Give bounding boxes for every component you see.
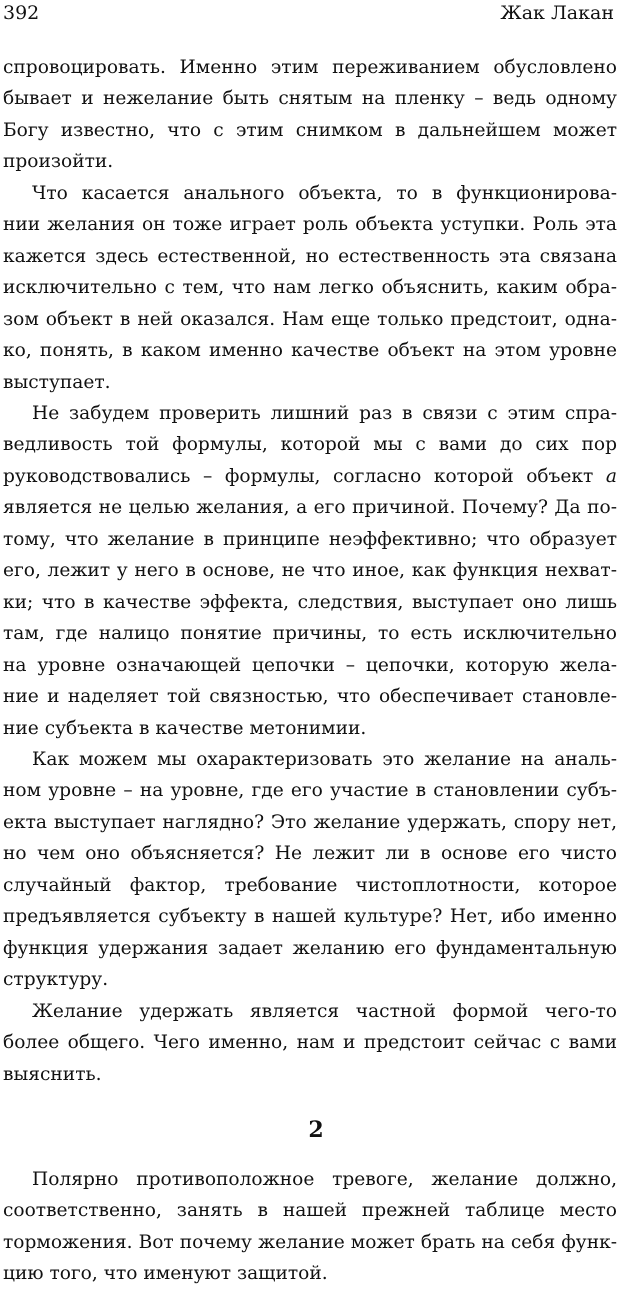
paragraph-6 (3, 1164, 617, 1290)
body-text (3, 52, 617, 1290)
text-line: Богу известно, что с этим снимком в дальнейшем может (3, 119, 617, 141)
text-line: структуру. (3, 969, 109, 991)
text-line: на уровне означающей цепочки – цепочки, которую жела- (3, 654, 617, 676)
text-line: соответственно, занять в нашей прежней таблице место (3, 1200, 617, 1222)
text-line: ко, понять, в каком именно качестве объект на этом уровне (3, 340, 617, 362)
text-line: екта выступает наглядно? Это желание удержать, спору нет, (3, 811, 617, 833)
text-line: произойти. (3, 151, 114, 173)
text-line: Желание удержать является частной формой чего-то (32, 1000, 617, 1022)
text-line: выступает. (3, 371, 111, 393)
paragraph-1 (3, 52, 617, 178)
text-line: случайный фактор, требование чистоплотности, которое (3, 874, 617, 896)
text-line: исключительно с тем, что нам легко объяснить, каким обра- (3, 277, 617, 299)
section-number: 2 (308, 1116, 324, 1143)
text-line: тому, что желание в принципе неэффективно; что образует (3, 528, 617, 550)
text-line: там, где налицо понятие причины, то есть исключительно (3, 623, 617, 645)
text-line: выяснить. (3, 1063, 102, 1085)
page-number: 392 (3, 2, 40, 24)
text-line: ном уровне – на уровне, где его участие в становлении субъ- (3, 780, 617, 802)
text-line: предъявляется субъекту в нашей культуре? Нет, ибо именно (3, 906, 617, 928)
paragraph-4 (3, 744, 617, 996)
paragraph-5 (3, 996, 617, 1090)
text-line: нии желания он тоже играет роль объекта уступки. Роль эта (3, 214, 617, 236)
text-line: торможения. Вот почему желание может брать на себя функ- (3, 1231, 617, 1253)
text-line: цию того, что именуют защитой. (3, 1263, 328, 1285)
text-line: ки; что в качестве эффекта, следствия, выступает оно лишь (3, 591, 617, 613)
text-line: Полярно противоположное тревоге, желание должно, (32, 1168, 617, 1190)
paragraph-2 (3, 178, 617, 398)
text-line: Не забудем проверить лишний раз в связи с этим спра- (32, 402, 617, 424)
text-line: спровоцировать. Именно этим переживанием обусловлено (3, 57, 617, 78)
paragraph-3 (3, 398, 617, 744)
italic-letter: a (605, 465, 617, 487)
text-line: ведливость той формулы, которой мы с вами до сих пор (3, 434, 617, 456)
text-line: бывает и нежелание быть снятым на пленку – ведь одному (3, 88, 617, 110)
text-line: кажется здесь естественной, но естественность эта связана (3, 245, 617, 267)
text-line: зом объект в ней оказался. Нам еще только предстоит, одна- (3, 308, 617, 330)
page-header (3, 0, 614, 30)
text-line: более общего. Чего именно, нам и предстоит сейчас с вами (3, 1032, 617, 1054)
text-line-with-italic (3, 461, 617, 492)
text-line: ние и наделяет той связностью, что обеспечивает становле- (3, 686, 617, 708)
text-line: но чем оно объясняется? Не лежит ли в основе его чисто (3, 843, 617, 865)
text-line: Как можем мы охарактеризовать это желание на аналь- (32, 748, 617, 770)
text-line: является не целью желания, а его причиной. Почему? Да по- (3, 497, 617, 519)
running-head-author: Жак Лакан (500, 2, 614, 24)
text-fragment: руководствовались – формулы, согласно которой объект (3, 465, 594, 487)
text-line: ние субъекта в качестве метонимии. (3, 717, 367, 739)
text-line: Что касается анального объекта, то в функционирова- (32, 182, 617, 204)
text-line: функция удержания задает желанию его фундаментальную (3, 937, 617, 959)
text-line: его, лежит у него в основе, не что иное, как функция нехват- (3, 560, 617, 582)
